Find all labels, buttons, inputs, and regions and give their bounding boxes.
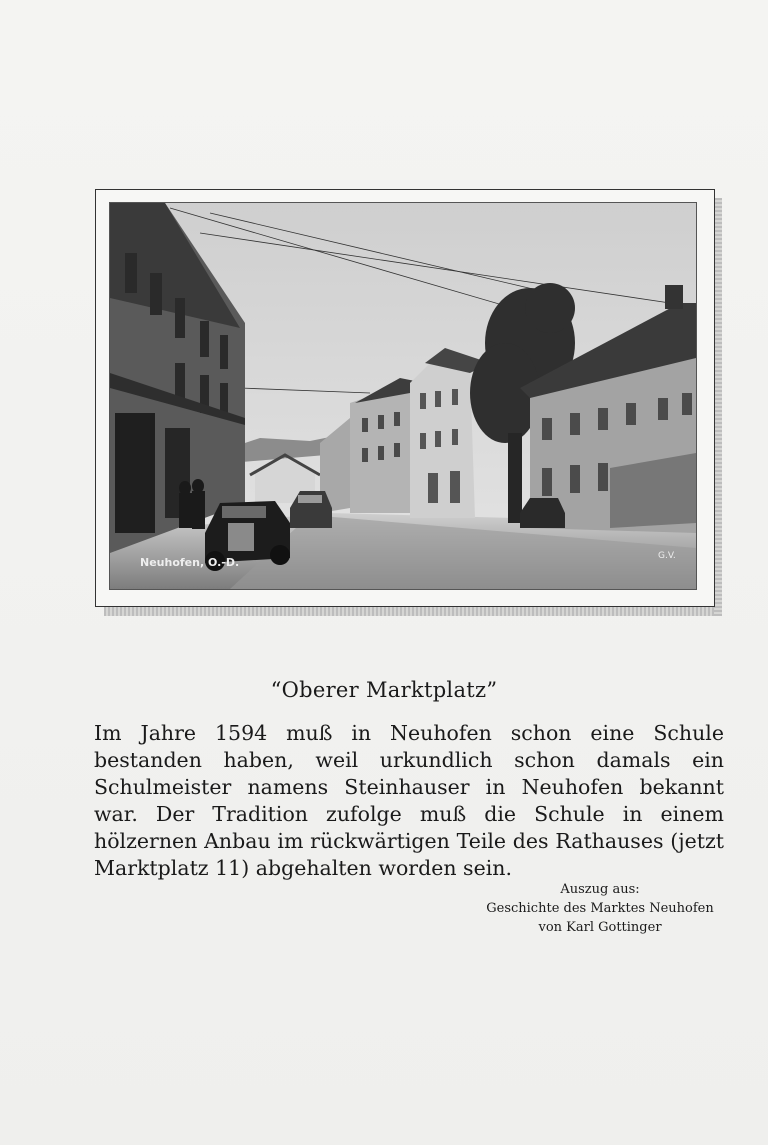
historic-photo (109, 202, 697, 590)
source-attribution (470, 880, 730, 937)
source-line-1: Auszug aus: (560, 882, 640, 897)
white-building (410, 363, 475, 518)
photo-caption: “Oberer Marktplatz” (270, 678, 498, 702)
photo-label-left: Neuhofen, O.-D. (140, 556, 240, 569)
source-line-2: Geschichte des Marktes Neuhofen (486, 901, 714, 916)
photo-shadow-right (714, 198, 722, 616)
photo-frame (95, 189, 715, 607)
body-paragraph: Im Jahre 1594 muß in Neuhofen schon eine Schule bestanden haben, weil urkundlich schon damals ein Schulmeister namens Steinhauser in Neuhofen bekannt war. Der Tradition zufolge muß die Schule in einem hölzernen Anbau im rückwärtigen Teile des Rathauses (jetzt Marktplatz 11) abgehalten worden sein. (94, 721, 724, 880)
source-line-3: von Karl Gottinger (538, 920, 662, 935)
photo-label-right: G.V. (658, 551, 676, 561)
